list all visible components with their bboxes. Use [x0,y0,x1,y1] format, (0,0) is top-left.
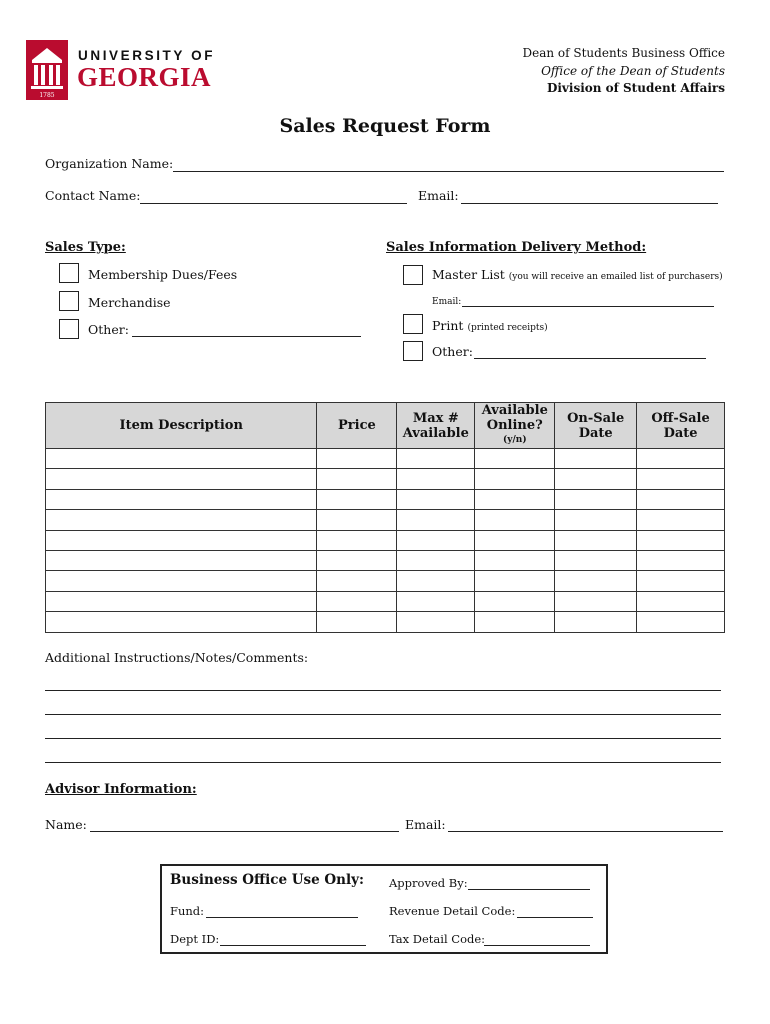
table-cell[interactable] [317,510,397,530]
advisor-email-label: Email: [405,817,446,832]
membership-checkbox[interactable] [59,263,79,283]
table-cell[interactable] [475,469,555,489]
logo-year: 1785 [39,92,55,99]
table-row [46,550,725,570]
table-cell[interactable] [317,571,397,591]
table-cell[interactable] [317,591,397,611]
table-cell[interactable] [475,489,555,509]
table-cell[interactable] [637,469,725,489]
fund-field[interactable] [206,917,358,918]
notes-label: Additional Instructions/Notes/Comments: [45,650,309,665]
table-cell[interactable] [397,510,475,530]
table-cell[interactable] [46,489,317,509]
table-cell[interactable] [46,571,317,591]
table-cell[interactable] [475,591,555,611]
table-cell[interactable] [397,489,475,509]
table-cell[interactable] [555,612,637,632]
table-cell[interactable] [475,530,555,550]
print-checkbox[interactable] [403,314,423,334]
table-cell[interactable] [397,550,475,570]
item-description-header: Item Description [46,403,317,449]
header-division: Division of Student Affairs [546,81,725,95]
table-cell[interactable] [637,612,725,632]
table-cell[interactable] [46,469,317,489]
table-row [46,489,725,509]
other-delivery-label: Other: [432,344,473,359]
print-note: (printed receipts) [467,323,548,333]
notes-line[interactable] [45,762,721,763]
table-cell[interactable] [555,571,637,591]
table-cell[interactable] [637,530,725,550]
other-sales-field[interactable] [132,336,361,337]
table-cell[interactable] [397,571,475,591]
master-list-email-label: Email: [432,297,462,307]
print-label: Print (printed receipts) [432,318,548,333]
master-list-email-field[interactable] [462,306,714,307]
price-header: Price [317,403,397,449]
table-row [46,591,725,611]
table-cell[interactable] [637,550,725,570]
table-cell[interactable] [637,591,725,611]
items-table [45,402,725,633]
org-name-label: Organization Name: [45,156,174,171]
table-cell[interactable] [555,550,637,570]
business-office-heading: Business Office Use Only: [170,872,364,888]
logo-georgia: GEORGIA [77,62,212,92]
membership-label: Membership Dues/Fees [88,267,238,282]
advisor-name-label: Name: [45,817,87,832]
other-delivery-checkbox[interactable] [403,341,423,361]
dept-id-label: Dept ID: [170,932,220,946]
other-sales-label: Other: [88,322,129,337]
notes-line[interactable] [45,690,721,691]
sales-type-heading: Sales Type: [45,240,126,255]
table-cell[interactable] [555,449,637,469]
contact-email-field[interactable] [461,203,718,204]
table-cell[interactable] [637,489,725,509]
table-row [46,530,725,550]
table-cell[interactable] [555,591,637,611]
delivery-heading: Sales Information Delivery Method: [386,240,647,255]
table-cell[interactable] [475,571,555,591]
uga-logo [26,40,226,102]
table-cell[interactable] [317,449,397,469]
available-online-header: Available Online? (y/n) [475,403,555,449]
header-dean: Office of the Dean of Students [541,64,725,78]
table-cell[interactable] [46,591,317,611]
notes-line[interactable] [45,738,721,739]
advisor-email-field[interactable] [448,831,723,832]
tax-detail-code-label: Tax Detail Code: [389,932,486,946]
arch-icon [26,40,68,100]
table-row [46,571,725,591]
table-cell[interactable] [637,510,725,530]
contact-name-field[interactable] [140,203,407,204]
table-row [46,469,725,489]
advisor-name-field[interactable] [90,831,399,832]
table-row [46,510,725,530]
form-title: Sales Request Form [279,115,491,137]
master-list-label: Master List (you will receive an emailed list of purchasers) [432,267,723,282]
table-cell[interactable] [317,469,397,489]
table-cell[interactable] [637,449,725,469]
table-cell[interactable] [475,510,555,530]
table-cell[interactable] [475,550,555,570]
table-cell[interactable] [46,550,317,570]
dept-id-field[interactable] [220,945,366,946]
master-list-note: (you will receive an emailed list of purchasers) [508,272,723,282]
table-cell[interactable] [397,591,475,611]
table-cell[interactable] [317,612,397,632]
approved-by-field[interactable] [468,889,590,890]
table-cell[interactable] [397,530,475,550]
table-row [46,449,725,469]
approved-by-label: Approved By: [389,876,468,890]
fund-label: Fund: [170,904,205,918]
merchandise-label: Merchandise [88,295,171,310]
table-cell[interactable] [555,469,637,489]
table-cell[interactable] [637,571,725,591]
table-cell[interactable] [317,550,397,570]
merchandise-checkbox[interactable] [59,291,79,311]
other-sales-checkbox[interactable] [59,319,79,339]
logo-university-of: UNIVERSITY OF [78,48,216,63]
table-cell[interactable] [397,449,475,469]
header-office: Dean of Students Business Office [522,46,725,60]
advisor-heading: Advisor Information: [45,782,197,797]
table-cell[interactable] [46,449,317,469]
notes-line[interactable] [45,714,721,715]
table-cell[interactable] [46,612,317,632]
table-cell[interactable] [475,612,555,632]
table-header-row [46,403,725,449]
tax-detail-code-field[interactable] [484,945,590,946]
contact-email-label: Email: [418,188,459,203]
table-cell[interactable] [397,612,475,632]
off-sale-date-header: Off-Sale Date [637,403,725,449]
revenue-detail-code-label: Revenue Detail Code: [389,904,516,918]
org-name-field[interactable] [173,171,724,172]
on-sale-date-header: On-Sale Date [555,403,637,449]
contact-name-label: Contact Name: [45,188,141,203]
table-cell[interactable] [475,449,555,469]
table-cell[interactable] [555,510,637,530]
table-cell[interactable] [46,530,317,550]
table-cell[interactable] [46,510,317,530]
table-cell[interactable] [317,489,397,509]
revenue-detail-code-field[interactable] [517,917,593,918]
table-cell[interactable] [397,469,475,489]
table-row [46,612,725,632]
other-delivery-field[interactable] [474,358,706,359]
table-cell[interactable] [317,530,397,550]
table-cell[interactable] [555,530,637,550]
master-list-checkbox[interactable] [403,265,423,285]
table-cell[interactable] [555,489,637,509]
max-available-header: Max # Available [397,403,475,449]
business-office-box [160,864,608,954]
